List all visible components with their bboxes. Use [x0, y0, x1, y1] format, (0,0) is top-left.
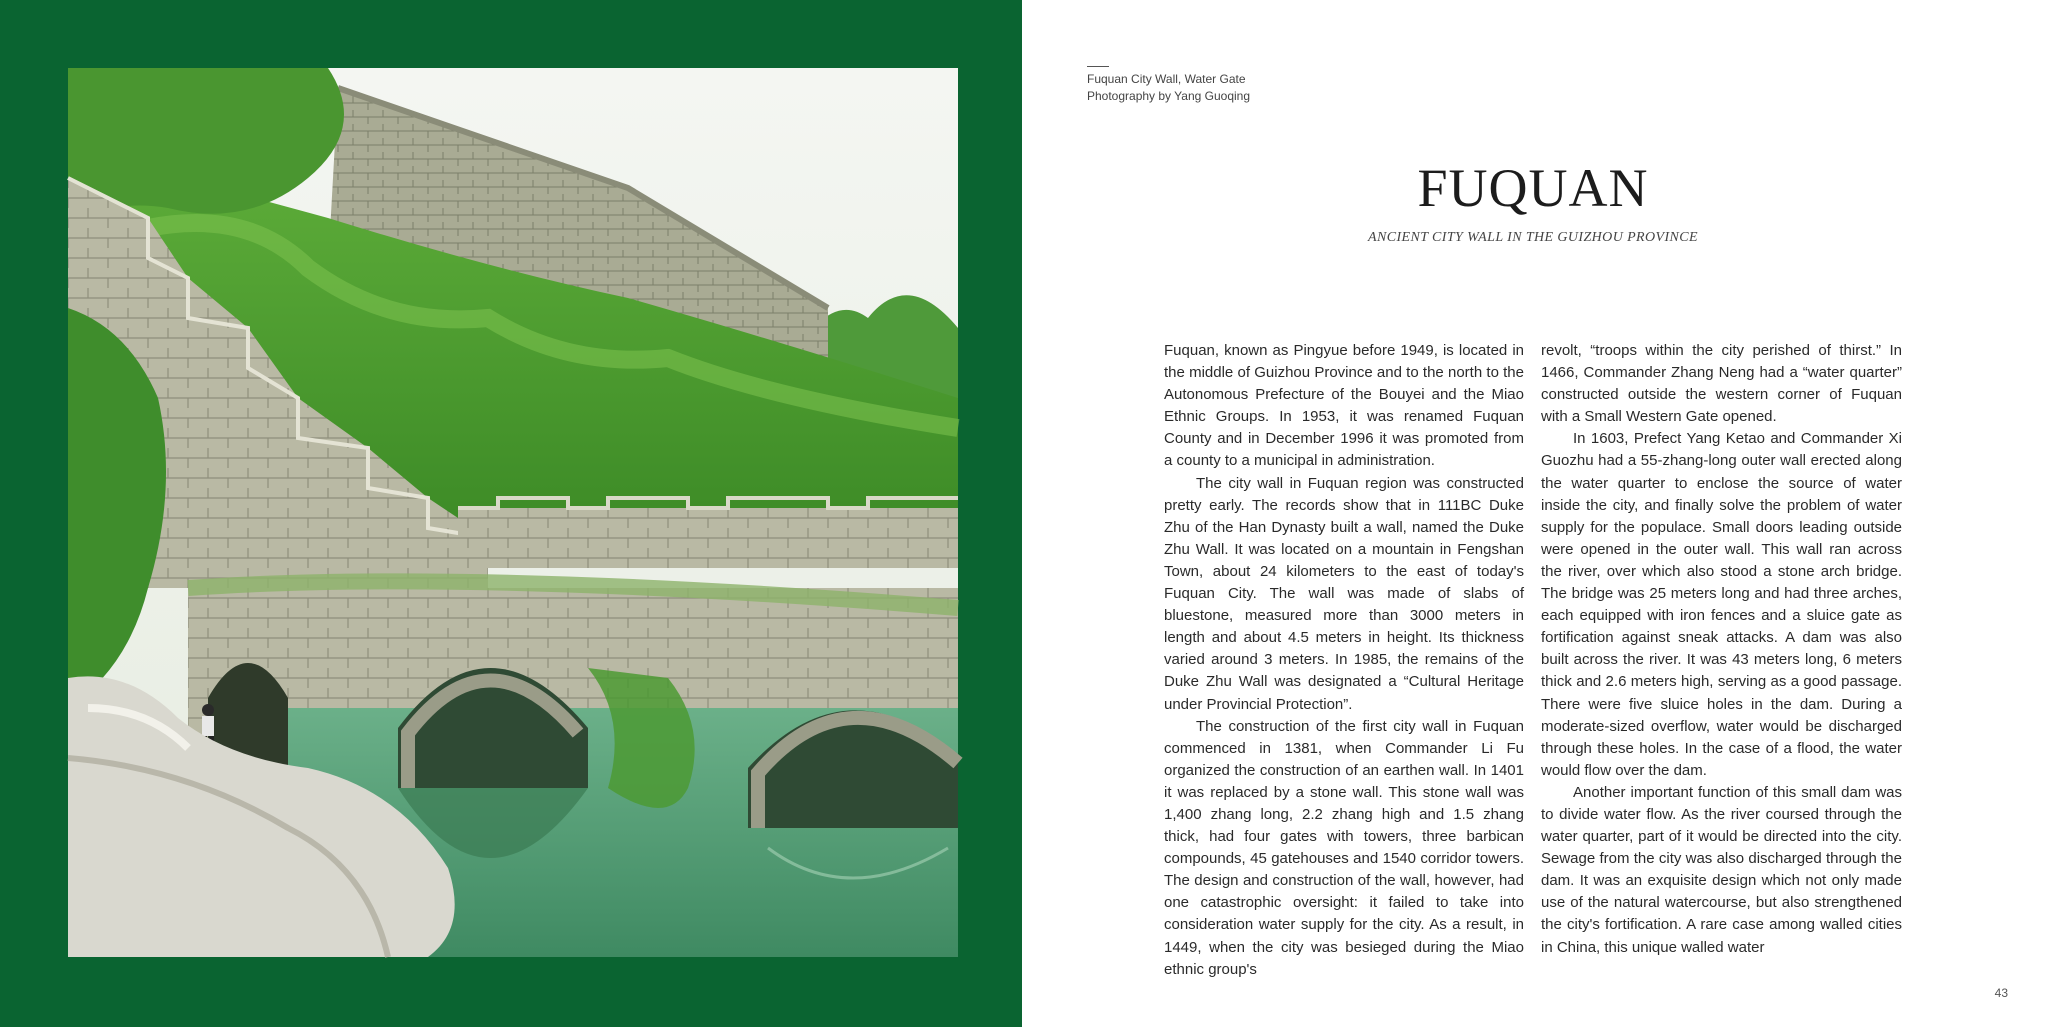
left-page-panel	[0, 0, 1022, 1027]
caption-title: Fuquan City Wall, Water Gate	[1087, 72, 1246, 86]
photo-caption	[1087, 66, 1347, 105]
bridge-parapet	[458, 508, 958, 568]
paragraph: The city wall in Fuquan region was constructed pretty early. The records show that in 111BC Duke Zhu of the Han Dynasty built a wall, named the Duke Zhu Wall. It was located on a mountain in Fengshan Town, about 24 kilometers to the east of today's Fuquan City. The wall was made of slabs of bluestone, measured more than 3000 meters in length and about 4.5 meters in height. Its thickness varied around 3 meters. In 1985, the remains of the Duke Zhu Wall was designated a “Cultural Heritage under Provincial Protection”.	[1164, 474, 1524, 713]
article-subtitle: ANCIENT CITY WALL IN THE GUIZHOU PROVINCE	[1368, 230, 1698, 245]
paragraph: revolt, “troops within the city perished of thirst.” In 1466, Commander Zhang Neng had a “water quarter” constructed outside the western corner of Fuquan with a Small Western Gate opened.	[1541, 342, 1902, 426]
paragraph: Another important function of this small dam was to divide water flow. As the river coursed through the water quarter, part of it would be directed into the city. Sewage from the city was also discharged through the dam. It was an exquisite design which not only made use of the natural watercourse, but also strengthened the city's fortification. A rare case among walled cities in China, this unique walled water	[1541, 783, 1902, 956]
caption-rule	[1087, 66, 1109, 67]
paragraph: Fuquan, known as Pingyue before 1949, is located in the middle of Guizhou Province and to the north to the Autonomous Prefecture of the Bouyei and the Miao Ethnic Groups. In 1953, it was renamed Fuquan County and in December 1996 it was promoted from a county to a municipal in administration.	[1164, 342, 1524, 470]
paragraph: In 1603, Prefect Yang Ketao and Commander Xi Guozhu had a 55-zhang-long outer wall erected along the water quarter to enclose the source of water inside the city, and finally solve the problem of water supply for the populace. Small doors leading outside were opened in the outer wall. This wall ran across the river, over which also stood a stone arch bridge. The bridge was 25 meters long and had three arches, each equipped with iron fences and a sluice gate as fortification against sneak attacks. A dam was also built across the river. It was 43 meters long, 6 meters thick and 2.6 meters high, serving as a good passage. There were five sluice holes in the dam. During a moderate-sized overflow, water would be discharged through these holes. In the case of a flood, the water would flow over the dam.	[1541, 430, 1902, 779]
photo-city-wall-water-gate	[68, 68, 958, 957]
photo-illustration	[68, 68, 958, 957]
page-number: 43	[1994, 986, 2008, 1000]
text-column-right	[1541, 340, 1902, 960]
text-column-left	[1164, 340, 1524, 978]
article-title: FUQUAN	[1417, 158, 1649, 218]
paragraph: The construction of the first city wall in Fuquan commenced in 1381, when Commander Li Fu organized the construction of an earthen wall. In 1401 it was replaced by a stone wall. This stone wall was 1,400 zhang long, 2.2 zhang high and 1.5 zhang thick, had four gates with towers, three barbican compounds, 45 gatehouses and 1540 corridor towers. The design and construction of the wall, however, had one catastrophic oversight: it failed to take into consideration water supply for the city. As a result, in 1449, when the city was besieged during the Miao ethnic group's	[1164, 717, 1524, 978]
caption-credit: Photography by Yang Guoqing	[1087, 89, 1251, 103]
